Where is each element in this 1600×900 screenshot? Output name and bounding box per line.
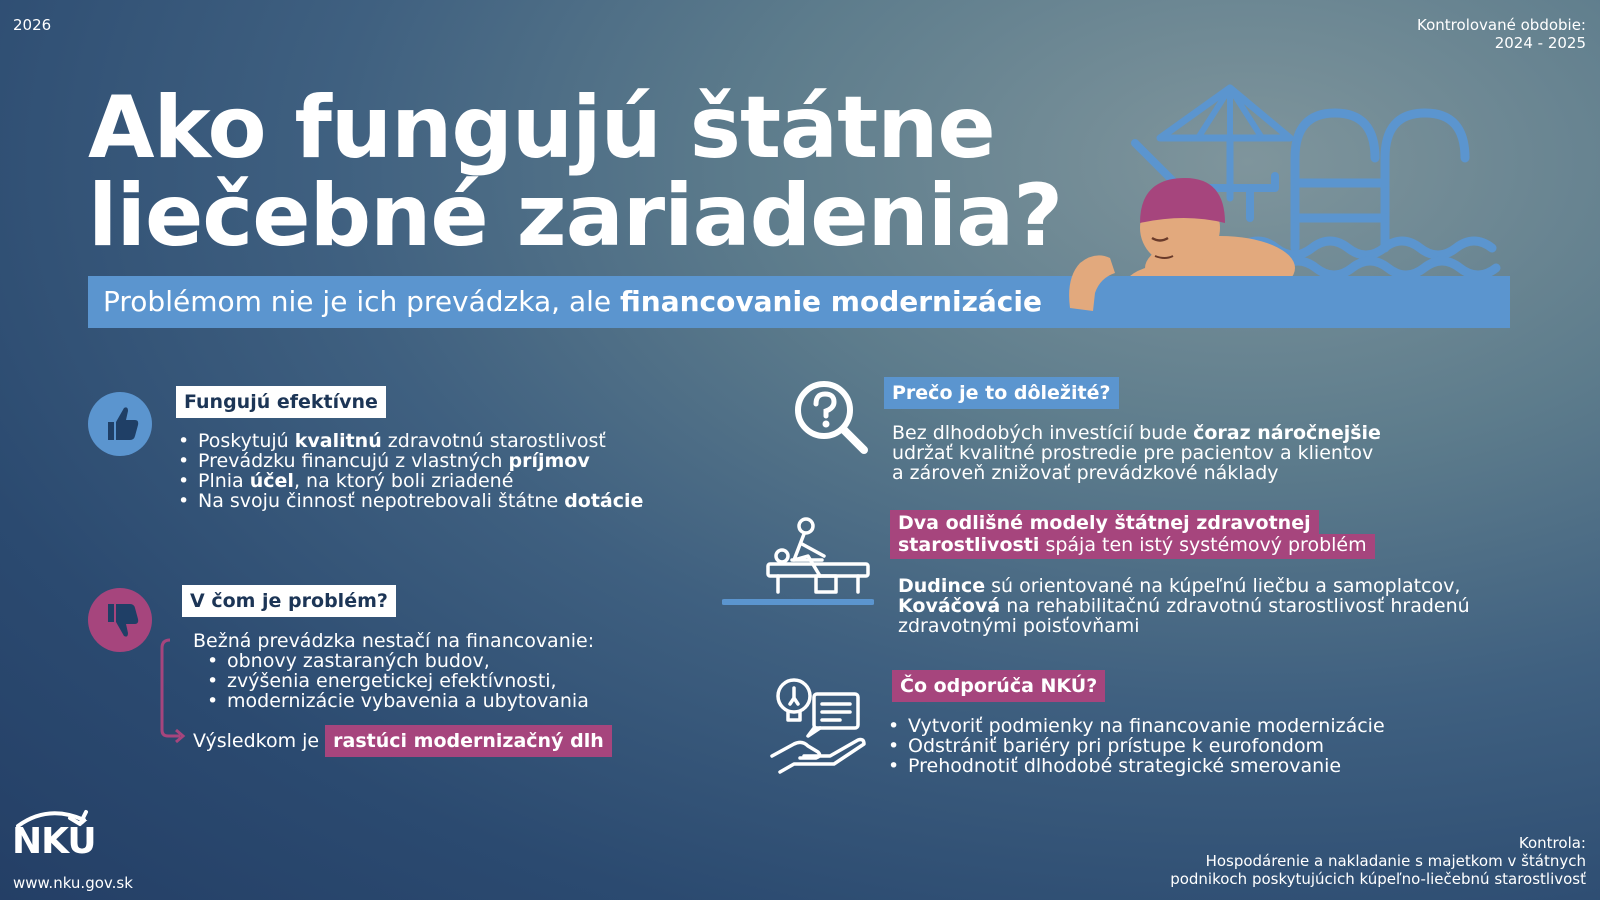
problem-result: Výsledkom je rastúci modernizačný dlh <box>193 731 612 751</box>
thumbs-up-icon <box>88 392 152 456</box>
list-item: • obnovy zastaraných budov, <box>205 651 589 671</box>
list-item: • Na svoju činnosť nepotrebovali štátne dotácie <box>176 491 643 511</box>
period-value: 2024 - 2025 <box>1494 34 1586 52</box>
why-text <box>892 423 1381 483</box>
list-item: • Poskytujú kvalitnú zdravotnú starostlivosť <box>176 431 643 451</box>
effective-label: Fungujú efektívne <box>176 386 386 418</box>
list-item: • Odstrániť bariéry pri prístupe k eurofondom <box>886 736 1385 756</box>
modernization-debt-highlight: rastúci modernizačný dlh <box>325 725 612 757</box>
models-heading-line-1: Dva odlišné modely štátnej zdravotnej <box>890 510 1319 534</box>
list-item: • Plnia účel, na ktorý boli zriadené <box>176 471 643 491</box>
problem-intro: Bežná prevádzka nestačí na financovanie: <box>193 630 595 652</box>
list-item: • modernizácie vybavenia a ubytovania <box>205 691 589 711</box>
effective-list <box>176 431 643 511</box>
audit-line-1: Hospodárenie a nakladanie s majetkom v štátnych <box>1205 852 1586 870</box>
models-line-3: zdravotnými poisťovňami <box>898 615 1140 637</box>
why-label: Prečo je to dôležité? <box>884 377 1119 409</box>
nku-website-link[interactable]: www.nku.gov.sk <box>13 874 133 892</box>
why-line-1: Bez dlhodobých investícií bude čoraz náročnejšie <box>892 422 1381 444</box>
nku-logo-text: NKÚ <box>12 821 96 862</box>
audit-label: Kontrola: <box>1518 834 1586 852</box>
why-line-3: a zároveň znižovať prevádzkové náklady <box>892 462 1279 484</box>
problem-label: V čom je problém? <box>182 585 396 617</box>
models-line-2: Kováčová na rehabilitačnú zdravotnú starostlivosť hradenú <box>898 595 1470 617</box>
title-line-1: Ako fungujú štátne <box>88 78 995 178</box>
massage-therapy-icon <box>722 516 874 608</box>
recommend-list <box>886 716 1385 776</box>
audit-line-2: podnikoch poskytujúcich kúpeľno-liečebnú starostlivosť <box>1170 870 1586 888</box>
list-item: • Prevádzku financujú z vlastných príjmov <box>176 451 643 471</box>
models-heading <box>890 510 1395 559</box>
list-item: • Prehodnotiť dlhodobé strategické smerovanie <box>886 756 1385 776</box>
period-label: Kontrolované obdobie: <box>1417 16 1586 34</box>
subtitle-normal: Problémom nie je ich prevádzka, ale <box>103 285 621 318</box>
page-title <box>88 78 1063 266</box>
models-text <box>898 576 1470 636</box>
audit-info <box>1170 834 1586 888</box>
year-label: 2026 <box>13 16 52 34</box>
period-info <box>1417 16 1586 52</box>
recommend-label: Čo odporúča NKÚ? <box>892 670 1105 702</box>
title-line-2: liečebné zariadenia? <box>88 166 1063 266</box>
why-line-2: udržať kvalitné prostredie pre pacientov a klientov <box>892 442 1374 464</box>
swimmer-hand <box>1062 248 1122 318</box>
list-item: • zvýšenia energetickej efektívnosti, <box>205 671 589 691</box>
bracket-arrow <box>156 636 186 746</box>
models-line-1: Dudince sú orientované na kúpeľnú liečbu a samoplatcov, <box>898 575 1461 597</box>
models-heading-line-2: starostlivosti spája ten istý systémový problém <box>890 534 1375 559</box>
subtitle <box>103 285 1042 319</box>
thumbs-down-icon <box>88 588 152 652</box>
question-magnifier-icon <box>792 378 872 458</box>
idea-hand-icon <box>764 672 874 782</box>
subtitle-bold: financovanie modernizácie <box>620 285 1042 318</box>
list-item: • Vytvoriť podmienky na financovanie modernizácie <box>886 716 1385 736</box>
problem-list <box>205 651 589 711</box>
